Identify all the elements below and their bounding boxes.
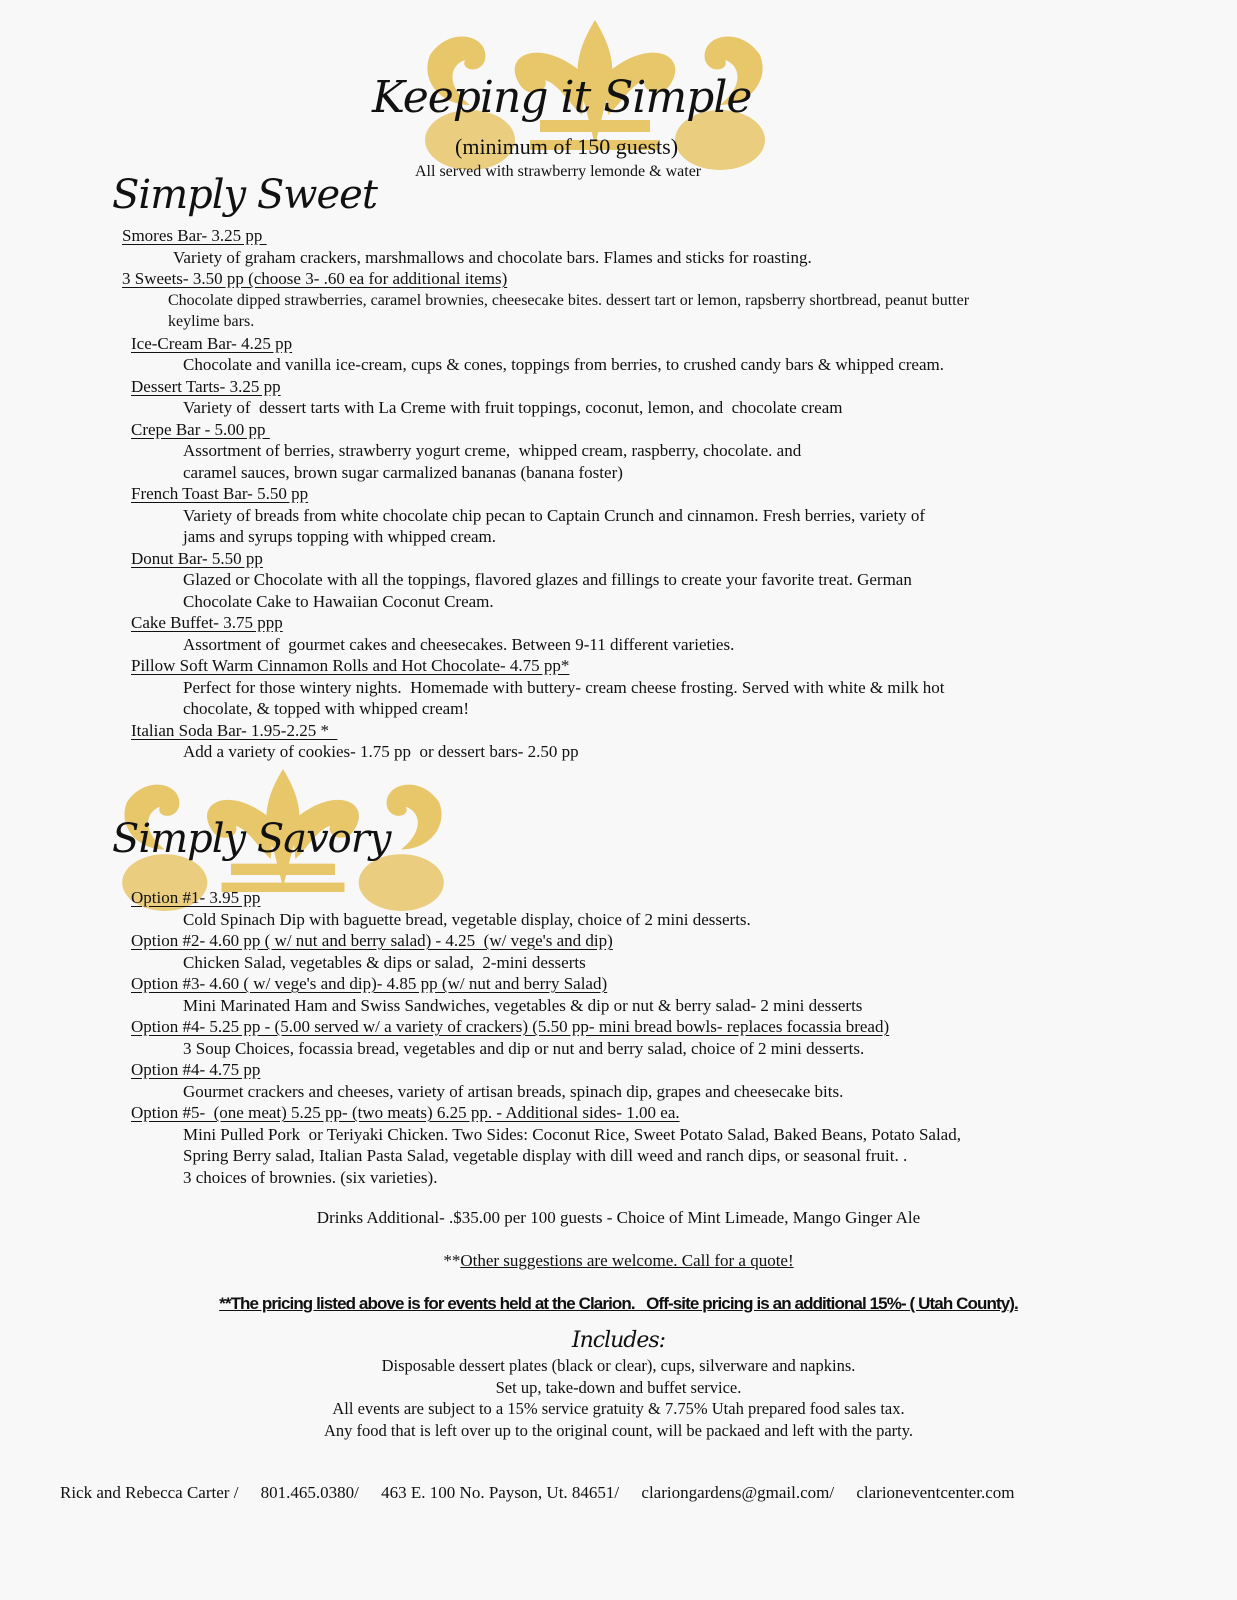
minimum-guests: (minimum of 150 guests)	[455, 134, 679, 159]
page-title: Keeping it Simple	[372, 72, 752, 123]
menu-item	[0, 612, 1237, 655]
item-description: 3 choices of brownies. (six varieties).	[183, 1167, 438, 1187]
item-heading: Dessert Tarts- 3.25 pp	[131, 376, 281, 396]
item-description: Chocolate dipped strawberries, caramel brownies, cheesecake bites. dessert tart or lemon, rapsberry shortbread, peanut butter	[168, 291, 970, 309]
menu-item	[0, 419, 1237, 484]
served-with-note: All served with strawberry lemonde & water	[415, 163, 702, 180]
includes-line: Set up, take-down and buffet service.	[495, 1377, 742, 1397]
item-description: caramel sauces, brown sugar carmalized bananas (banana foster)	[183, 462, 623, 482]
includes-line: All events are subject to a 15% service gratuity & 7.75% Utah prepared food sales tax.	[332, 1399, 905, 1418]
item-heading: Italian Soda Bar- 1.95-2.25 *	[131, 720, 338, 740]
footer-name: Rick and Rebecca Carter /	[60, 1483, 239, 1502]
menu-item	[0, 376, 1237, 419]
item-heading: Cake Buffet- 3.75 ppp	[131, 613, 283, 632]
item-heading: 3 Sweets- 3.50 pp (choose 3- .60 ea for additional items)	[122, 269, 508, 288]
includes-list	[0, 1355, 1237, 1441]
item-description: Mini Pulled Pork or Teriyaki Chicken. Two Sides: Coconut Rice, Sweet Potato Salad, Baked Beans, Potato Salad,	[183, 1124, 961, 1144]
footer-address: 463 E. 100 No. Payson, Ut. 84651/	[381, 1483, 620, 1502]
other-suggestions-text: Other suggestions are welcome. Call for a quote!	[460, 1251, 794, 1270]
menu-item	[0, 887, 1237, 930]
item-heading: Crepe Bar - 5.00 pp	[131, 419, 270, 439]
item-description: Gourmet crackers and cheeses, variety of artisan breads, spinach dip, grapes and cheesecake bits.	[183, 1081, 844, 1101]
footer	[60, 1483, 1014, 1503]
menu-item	[0, 1016, 1237, 1059]
item-heading: French Toast Bar- 5.50 pp	[131, 484, 309, 503]
menu-item	[0, 655, 1237, 720]
item-heading: Ice-Cream Bar- 4.25 pp	[131, 333, 293, 353]
item-description: Chocolate Cake to Hawaiian Coconut Cream.	[183, 591, 494, 611]
menu-item	[0, 548, 1237, 613]
menu-item	[0, 1102, 1237, 1188]
item-heading: Donut Bar- 5.50 pp	[131, 548, 263, 568]
item-description: Glazed or Chocolate with all the toppings, flavored glazes and fillings to create your favorite treat. German	[183, 570, 912, 589]
item-description: keylime bars.	[168, 313, 255, 330]
item-description: Spring Berry salad, Italian Pasta Salad, vegetable display with dill weed and ranch dips, or seasonal fruit. .	[183, 1146, 908, 1165]
other-suggestions	[0, 1251, 1237, 1271]
menu-item	[0, 720, 1237, 763]
item-description: Add a variety of cookies- 1.75 pp or dessert bars- 2.50 pp	[183, 742, 579, 761]
includes-title: Includes:	[571, 1328, 666, 1353]
menu-item	[0, 973, 1237, 1016]
item-description: Perfect for those wintery nights. Homemade with buttery- cream cheese frosting. Served with white & milk hot	[183, 677, 945, 697]
item-description: Variety of breads from white chocolate chip pecan to Captain Crunch and cinnamon. Fresh berries, variety of	[183, 505, 926, 525]
item-heading: Option #3- 4.60 ( w/ vege's and dip)- 4.85 pp (w/ nut and berry Salad)	[131, 974, 608, 993]
menu-item	[0, 1059, 1237, 1102]
item-description: Cold Spinach Dip with baguette bread, vegetable display, choice of 2 mini desserts.	[183, 909, 751, 929]
item-description: Chicken Salad, vegetables & dips or salad, 2-mini desserts	[183, 952, 586, 972]
pricing-note	[0, 1294, 1237, 1314]
includes-line: Disposable dessert plates (black or clear), cups, silverware and napkins.	[381, 1356, 856, 1375]
item-heading: Option #4- 4.75 pp	[131, 1060, 261, 1079]
pricing-note-text: **The pricing listed above is for events held at the Clarion. Off-site pricing is an additional 15%- ( Utah County).	[219, 1294, 1018, 1313]
drinks-note: Drinks Additional- .$35.00 per 100 guests - Choice of Mint Limeade, Mango Ginger Ale	[316, 1208, 921, 1227]
item-description: Assortment of gourmet cakes and cheesecakes. Between 9-11 different varieties.	[183, 634, 735, 654]
item-description: jams and syrups topping with whipped cream.	[183, 527, 497, 546]
item-heading: Option #4- 5.25 pp - (5.00 served w/ a variety of crackers) (5.50 pp- mini bread bowls- replaces focassia bread)	[131, 1017, 890, 1036]
item-description: chocolate, & topped with whipped cream!	[183, 699, 470, 718]
item-description: Mini Marinated Ham and Swiss Sandwiches, vegetables & dip or nut & berry salad- 2 mini desserts	[183, 995, 863, 1015]
menu-item	[0, 483, 1237, 548]
item-description: Chocolate and vanilla ice-cream, cups & cones, toppings from berries, to crushed candy bars & whipped cream.	[183, 355, 944, 374]
footer-email[interactable]: clariongardens@gmail.com/	[641, 1483, 835, 1502]
item-heading: Smores Bar- 3.25 pp	[122, 226, 267, 245]
item-heading: Option #2- 4.60 pp ( w/ nut and berry salad) - 4.25 (w/ vege's and dip)	[131, 931, 613, 950]
savory-items	[0, 887, 1237, 1188]
footer-phone: 801.465.0380/	[260, 1483, 359, 1502]
asterisks: **	[443, 1251, 461, 1270]
sweet-items	[0, 225, 1237, 763]
savory-section-title: Simply Savory	[112, 816, 391, 862]
menu-item	[0, 333, 1237, 376]
sweet-section-title: Simply Sweet	[112, 172, 377, 218]
menu-item	[0, 268, 1237, 333]
includes-line: Any food that is left over up to the original count, will be packaed and left with the party.	[323, 1420, 914, 1440]
item-description: Variety of graham crackers, marshmallows and chocolate bars. Flames and sticks for roasting.	[173, 247, 812, 267]
menu-item	[0, 225, 1237, 268]
item-description: Variety of dessert tarts with La Creme with fruit toppings, coconut, lemon, and chocolate cream	[183, 398, 843, 417]
footer-website[interactable]: clarioneventcenter.com	[856, 1483, 1015, 1502]
item-heading: Option #1- 3.95 pp	[131, 888, 261, 907]
item-heading: Option #5- (one meat) 5.25 pp- (two meats) 6.25 pp. - Additional sides- 1.00 ea.	[131, 1103, 680, 1122]
item-description: Assortment of berries, strawberry yogurt creme, whipped cream, raspberry, chocolate. and	[183, 441, 802, 460]
menu-item	[0, 930, 1237, 973]
item-description: 3 Soup Choices, focassia bread, vegetables and dip or nut and berry salad, choice of 2 mini desserts.	[183, 1038, 865, 1058]
item-heading: Pillow Soft Warm Cinnamon Rolls and Hot Chocolate- 4.75 pp*	[131, 656, 570, 675]
